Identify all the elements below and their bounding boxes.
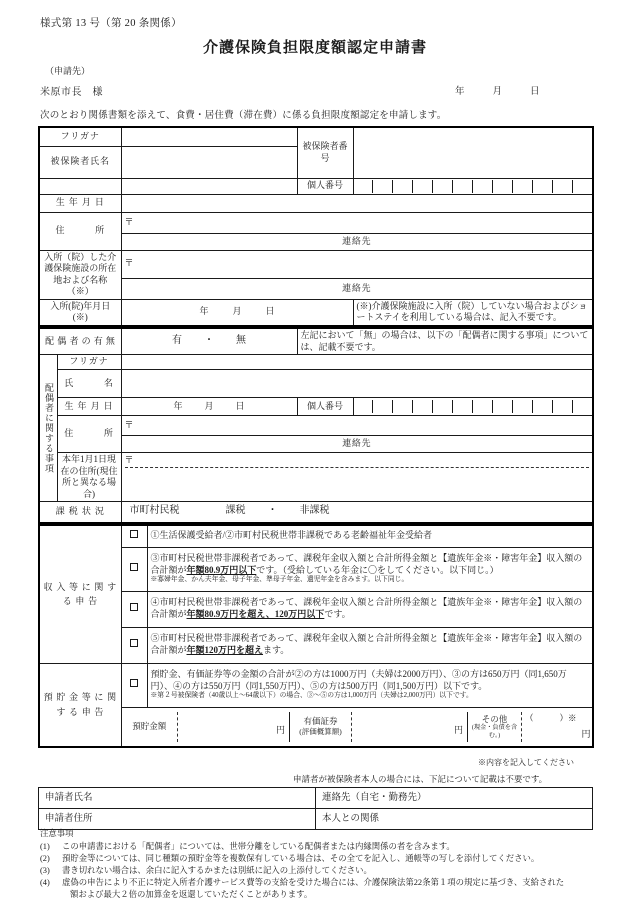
mynumber-digit[interactable]	[473, 400, 493, 413]
addressee-label: （申請先）	[45, 66, 91, 76]
other-label-cell	[468, 712, 522, 742]
checkbox-icon[interactable]	[130, 530, 138, 538]
spouse-address-input[interactable]	[121, 416, 593, 436]
spouse-birth-month-label: 月	[204, 400, 214, 411]
admission-month-label: 月	[232, 306, 242, 317]
mynumber-digit[interactable]	[413, 180, 433, 193]
admission-date-input[interactable]	[121, 299, 353, 326]
spouse-jan1-address-input[interactable]	[121, 453, 593, 502]
applicant-note: 申請者が被保険者本人の場合には、下記について記載は不要です。	[293, 774, 548, 784]
mynumber-digit[interactable]	[513, 400, 533, 413]
income-item-4	[147, 627, 593, 663]
checkbox-icon[interactable]	[130, 563, 138, 571]
spouse-yes-option[interactable]: 有	[172, 335, 183, 347]
deposit-amount-label: 預貯金額	[122, 712, 178, 742]
admission-note: (※)介護保険施設に入所（院）していない場合およびショートステイを利用している場合は、記入不要です。	[353, 299, 593, 326]
deposit-yen-unit: 円	[275, 725, 285, 736]
footnote-number: (2)	[40, 853, 50, 863]
income-item-2-tail: です。（受給している年金に〇をしてください。以下同じ。）	[256, 564, 499, 575]
page-title: 介護保険負担限度額認定申請書	[202, 40, 427, 56]
mynumber-digit[interactable]	[533, 180, 553, 193]
applicant-name-label: 申請者氏名	[39, 788, 316, 809]
insured-number-label: 被保険者番号	[297, 127, 353, 178]
spouse-section-label: 配偶者に関する事項	[39, 355, 57, 502]
income-checkbox-3-cell[interactable]	[121, 591, 147, 627]
footnote-number: (3)	[40, 865, 50, 875]
insured-name-label: 被保険者氏名	[39, 146, 121, 178]
savings-statement	[147, 663, 593, 707]
insured-number-input[interactable]	[353, 127, 593, 178]
spouse-no-option[interactable]: 無	[236, 335, 247, 347]
birthdate-label-spacer	[39, 178, 121, 194]
income-item-3	[147, 591, 593, 627]
postal-mark-icon: 〒	[124, 419, 134, 430]
income-item-2-sub: ※寡婦年金、かん夫年金、母子年金、準母子年金、遺児年金を含みます。以下同じ。	[150, 576, 409, 584]
securities-sublabel: (評価概算額)	[299, 727, 342, 737]
footnote-item	[40, 877, 600, 889]
spouse-jan1-address-label: 本年1月1日現在の住所(現住所と異なる場合)	[57, 453, 121, 502]
savings-footnote: ※内容を記入してください	[478, 758, 574, 767]
income-checkbox-1-cell[interactable]	[121, 525, 147, 547]
other-paren-open: （	[525, 712, 534, 723]
deposit-amount-input[interactable]	[178, 712, 290, 742]
other-yen-unit: 円	[581, 729, 591, 740]
spouse-furigana-input[interactable]	[121, 355, 593, 370]
mynumber-digit[interactable]	[354, 180, 374, 193]
mynumber-digit[interactable]	[433, 400, 453, 413]
mynumber-digit[interactable]	[513, 180, 533, 193]
mynumber-digit[interactable]	[413, 400, 433, 413]
furigana-label: フリガナ	[39, 127, 121, 146]
income-item-3-tail: です。	[324, 609, 351, 619]
income-checkbox-2-cell[interactable]	[121, 547, 147, 591]
insured-address-input[interactable]	[121, 212, 593, 233]
income-declaration-label: 収 入 等 に 関 す る 申 告	[39, 525, 121, 663]
income-item-4-lead: ⑤市町村民税世帯非課税者であって、課税年金収入額と合計所得金額と【遺族年金※・障害年金】収入額の合計額が	[150, 633, 583, 655]
date-month-label: 月	[492, 87, 503, 97]
spouse-furigana-label: フリガナ	[57, 355, 121, 370]
insured-name-input[interactable]	[121, 146, 297, 178]
facility-contact-label: 連絡先	[121, 278, 593, 299]
other-label: その他	[481, 713, 508, 724]
mynumber-digit[interactable]	[493, 400, 513, 413]
admission-date-label: 入所(院)年月日(※)	[39, 299, 121, 326]
checkbox-icon[interactable]	[130, 603, 138, 611]
other-amount-input[interactable]	[522, 712, 594, 742]
footnote-continuation: 額および最大２倍の加算金を返還していただくことがあります。	[70, 889, 313, 899]
mynumber-digit[interactable]	[373, 400, 393, 413]
savings-statement-note: ※第２号被保険者（40歳以上～64歳以下）の場合、③～⑤の方は1,000万円（夫婦は2,000万円）以下です。	[150, 692, 473, 700]
spouse-mynumber-label: 個人番号	[297, 398, 353, 416]
postal-mark-icon: 〒	[124, 216, 134, 227]
spouse-birth-day-label: 日	[235, 400, 245, 411]
mynumber-digit[interactable]	[453, 180, 473, 193]
other-paren-close: ）※	[559, 712, 577, 723]
income-item-3-emphasis: 年額80.9万円を超え、120万円以下	[186, 609, 325, 619]
footnote-item	[40, 865, 600, 877]
securities-amount-input[interactable]	[352, 712, 468, 742]
spouse-exists-label: 配 偶 者 の 有 無	[39, 328, 121, 355]
mynumber-digit[interactable]	[573, 400, 592, 413]
admission-day-label: 日	[265, 306, 275, 317]
form-number: 様式第 13 号（第 20 条関係）	[40, 18, 182, 29]
mynumber-digit[interactable]	[473, 180, 493, 193]
mynumber-digit[interactable]	[373, 180, 393, 193]
footnote-text: 預貯金等については、同じ種類の預貯金等を複数保有している場合は、その全てを記入し、通帳等の写しを添付してください。	[62, 853, 540, 863]
securities-label: 有価証券	[303, 716, 338, 727]
spouse-address-label: 住 所	[57, 416, 121, 453]
income-checkbox-4-cell[interactable]	[121, 627, 147, 663]
date-day-label: 日	[530, 87, 540, 97]
applicant-contact-label: 連絡先（自宅・勤務先）	[316, 788, 593, 809]
savings-declaration-label: 預 貯 金 等 に 関 す る 申 告	[39, 663, 121, 747]
spouse-exists-note: 左記において「無」の場合は、以下の「配偶者に関する事項」については、記載不要です。	[297, 328, 593, 355]
postal-mark-icon: 〒	[124, 258, 134, 269]
municipal-tax-label: 市町村民税	[129, 505, 180, 517]
spacer-cell	[121, 178, 297, 194]
spouse-birthdate-input[interactable]	[121, 398, 297, 416]
facility-label: 入所（院）した介護保険施設の所在地および名称（※）	[39, 250, 121, 299]
submission-date	[455, 83, 540, 97]
securities-label-cell	[290, 712, 352, 742]
footnote-item	[40, 853, 600, 865]
footnotes-heading: 注意事項	[40, 829, 74, 838]
footnote-text: 虚偽の申告により不正に特定入所者介護サービス費等の支給を受けた場合には、介護保険法第22条第１項の規定に基づき、支給された	[62, 877, 565, 887]
tax-choice-separator: ・	[267, 505, 278, 517]
spouse-tax-status-label: 課 税 状 況	[39, 502, 121, 523]
income-item-4-tail: ます。	[263, 645, 290, 655]
income-item-1: ①生活保護受給者/②市町村民税世帯非課税である老齢福祉年金受給者	[147, 525, 593, 547]
mynumber-digit[interactable]	[533, 400, 553, 413]
mynumber-digit[interactable]	[553, 400, 573, 413]
spouse-table	[38, 327, 594, 524]
mynumber-digit[interactable]	[553, 180, 573, 193]
other-sublabel: (現金・負債を含む。)	[471, 724, 518, 740]
mynumber-digit[interactable]	[393, 180, 413, 193]
insured-mynumber-field[interactable]	[353, 178, 593, 194]
mynumber-digit[interactable]	[393, 400, 413, 413]
checkbox-icon[interactable]	[130, 679, 138, 687]
facility-address-input[interactable]	[121, 250, 593, 278]
admission-year-label: 年	[199, 306, 209, 317]
securities-yen-unit: 円	[453, 725, 463, 736]
savings-statement-text: 預貯金、有価証券等の金額の合計が②の方は1000万円（夫婦は2000万円）、③の方は650万円（同1,650万円）、④の方は550万円（同1,550万円）、⑤の方は500万円（同1,500万円）以下です。	[150, 669, 567, 691]
spouse-tax-status-choice[interactable]	[121, 502, 593, 523]
furigana-input[interactable]	[121, 127, 297, 146]
income-item-3-lead: ④市町村民税世帯非課税者であって、課税年金収入額と合計所得金額と【遺族年金※・障害年金】収入額の合計額が	[150, 597, 583, 619]
footnote-item	[40, 841, 600, 853]
mynumber-digit[interactable]	[493, 180, 513, 193]
footnote-text: この申請書における「配偶者」については、世帯分離をしている配偶者または内縁関係の者を含みます。	[62, 841, 455, 851]
spouse-contact-label: 連絡先	[121, 436, 593, 453]
insured-birthdate-input[interactable]	[121, 194, 593, 212]
date-year-label: 年	[455, 87, 465, 97]
insured-address-label: 住 所	[39, 212, 121, 250]
savings-checkbox-cell[interactable]	[121, 663, 147, 707]
spouse-birth-year-label: 年	[173, 400, 183, 411]
spouse-choice-separator: ・	[204, 335, 215, 347]
insured-birthdate-label: 生 年 月 日	[39, 194, 121, 212]
spouse-exists-choice[interactable]	[121, 328, 297, 355]
footnote-number: (1)	[40, 841, 50, 851]
insured-person-table	[38, 126, 594, 327]
declaration-table	[38, 524, 594, 748]
checkbox-icon[interactable]	[130, 639, 138, 647]
footnote-text: 書き切れない場合は、余白に記入するかまたは別紙に記入の上添付してください。	[62, 865, 372, 875]
spouse-mynumber-field[interactable]	[353, 398, 593, 416]
income-item-2-lead: ③市町村民税世帯非課税者であって、課税年金収入額と合計所得金額と【遺族年金※・障害年金】収入額の合計額が	[150, 553, 583, 575]
footnote-number: (4)	[40, 877, 50, 887]
insured-contact-label: 連絡先	[121, 233, 593, 250]
mynumber-digit[interactable]	[573, 180, 592, 193]
nontaxable-option[interactable]: 非課税	[299, 505, 330, 517]
intro-text: 次のとおり関係書類を添えて、食費・居住費（滞在費）に係る負担限度額認定を申請します。	[40, 111, 447, 121]
income-item-2-emphasis: 年額80.9万円以下	[186, 564, 257, 575]
income-item-4-emphasis: 年額120万円を超え	[186, 645, 264, 655]
spouse-name-label: 氏 名	[57, 370, 121, 398]
spouse-name-input[interactable]	[121, 370, 593, 398]
mynumber-digit[interactable]	[453, 400, 473, 413]
insured-mynumber-label: 個人番号	[297, 178, 353, 194]
applicant-table	[38, 787, 593, 830]
postal-mark-icon: 〒	[124, 455, 134, 466]
spouse-birthdate-label: 生 年 月 日	[57, 398, 121, 416]
mynumber-digit[interactable]	[354, 400, 374, 413]
mynumber-digit[interactable]	[433, 180, 453, 193]
addressee: 米原市長 様	[40, 87, 103, 98]
footnotes	[40, 828, 600, 901]
savings-amounts-row	[121, 707, 593, 747]
applicant-address-label: 申請者住所	[39, 809, 316, 830]
income-item-2	[147, 547, 593, 591]
taxable-option[interactable]: 課税	[225, 505, 246, 517]
applicant-relation-label: 本人との関係	[316, 809, 593, 830]
